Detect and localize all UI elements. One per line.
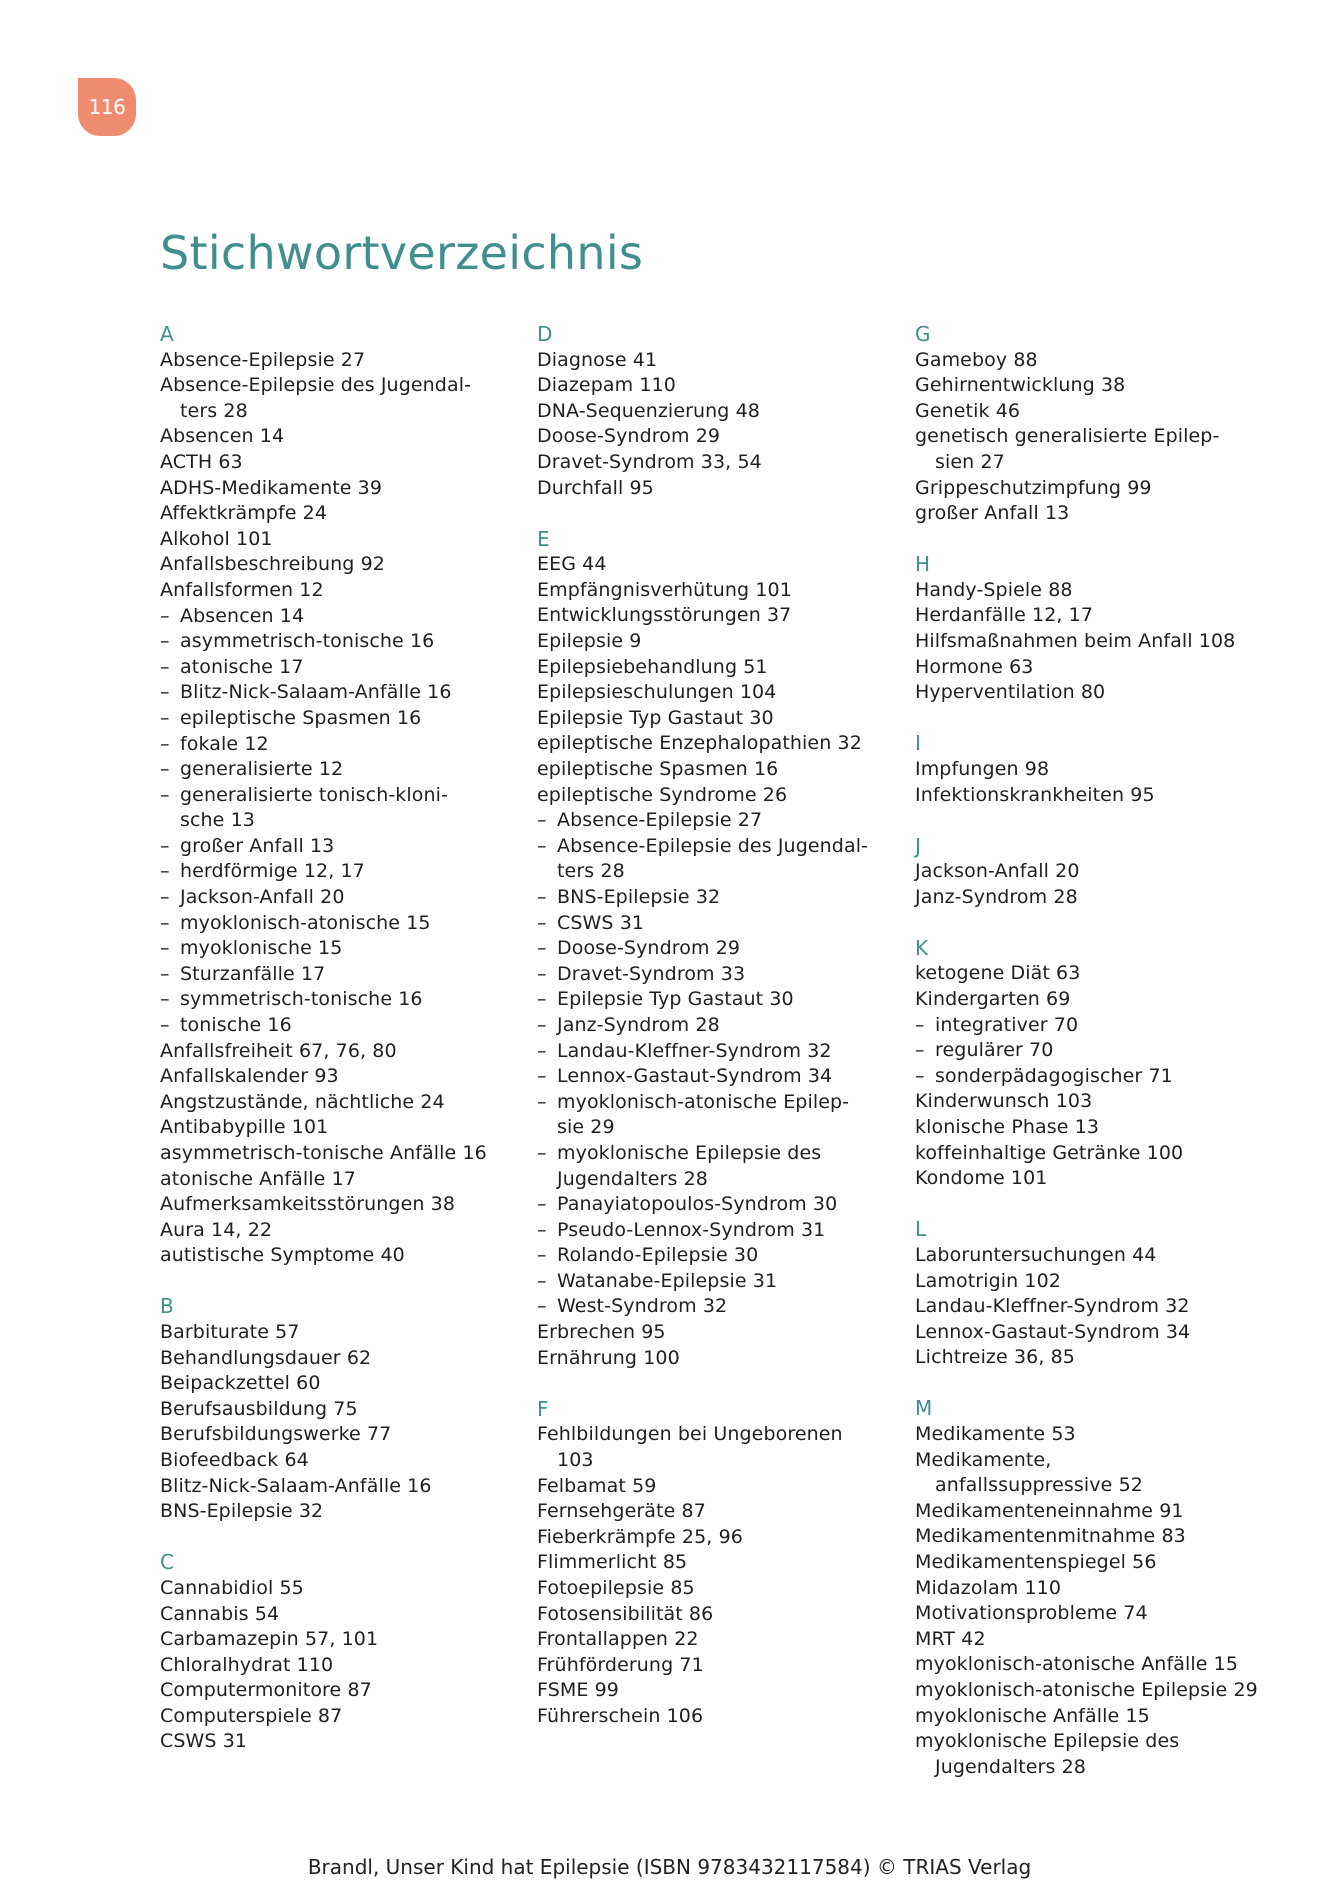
index-entry: Infektionskrankheiten 95 — [915, 783, 1155, 806]
index-entry: Lichtreize 36, 85 — [915, 1346, 1075, 1369]
index-subentry: – herdförmige 12, 17 — [160, 859, 510, 885]
index-entry: Aufmerksamkeitsstörungen 38 — [160, 1193, 456, 1216]
index-entry: myoklonisch-atonische Epilepsie 29 — [915, 1678, 1258, 1701]
index-subentry: – Epilepsie Typ Gastaut 30 — [537, 987, 887, 1013]
index-subentry: – Jackson-Anfall 20 — [160, 885, 510, 911]
index-subentry: – Blitz-Nick-Salaam-Anfälle 16 — [160, 680, 510, 706]
index-entry: EEG 44 — [537, 553, 607, 576]
index-section-f — [537, 1397, 887, 1730]
index-subentry: – Doose-Syndrom 29 — [537, 936, 887, 962]
page-title: Stichwortverzeichnis — [160, 226, 644, 280]
index-entry: Doose-Syndrom 29 — [537, 425, 721, 448]
index-entry: Hyperventilation 80 — [915, 681, 1106, 704]
section-letter: G — [915, 322, 931, 346]
index-entry: epileptische Spasmen 16 — [537, 758, 779, 780]
index-entry: Entwicklungsstörungen 37 — [537, 604, 792, 627]
index-entry: myoklonische Epilepsie des — [915, 1730, 1180, 1753]
index-entry: ketogene Diät 63 — [915, 962, 1081, 985]
index-entry: atonische Anfälle 17 — [160, 1167, 356, 1190]
index-entry: Cannabis 54 — [160, 1602, 280, 1625]
index-subentry: – Rolando-Epilepsie 30 — [537, 1243, 887, 1269]
index-section-d — [537, 322, 887, 501]
index-entry: Kindergarten 69 — [915, 988, 1071, 1011]
section-letter: J — [915, 833, 921, 858]
index-entry: Anfallskalender 93 — [160, 1065, 339, 1088]
index-entry-continuation: ters 28 — [180, 399, 248, 422]
index-entry: Carbamazepin 57, 101 — [160, 1628, 379, 1651]
index-entry: Alkohol 101 — [160, 527, 273, 550]
index-entry: Motivationsprobleme 74 — [915, 1602, 1148, 1625]
index-entry: MRT 42 — [915, 1627, 986, 1650]
index-entry: Fotosensibilität 86 — [537, 1602, 714, 1625]
index-entry: Gehirnentwicklung 38 — [915, 374, 1126, 397]
index-subentry: – Watanabe-Epilepsie 31 — [537, 1269, 887, 1295]
index-entry: Herdanfälle 12, 17 — [915, 604, 1094, 627]
index-subentry: – myoklonische Epilepsie des — [537, 1141, 887, 1167]
index-entry: Genetik 46 — [915, 399, 1021, 422]
index-entry: Anfallsbeschreibung 92 — [160, 553, 385, 576]
index-entry: Medikamentenmitnahme 83 — [915, 1525, 1186, 1548]
index-entry: ADHS-Medikamente 39 — [160, 476, 383, 499]
index-entry: CSWS 31 — [160, 1730, 248, 1753]
index-section-m — [915, 1396, 1265, 1780]
index-entry-continuation: sche 13 — [180, 809, 255, 832]
index-entry: Flimmerlicht 85 — [537, 1551, 688, 1574]
section-letter: H — [915, 552, 931, 577]
section-letter: A — [160, 322, 174, 346]
index-entry: Medikamente 53 — [915, 1422, 1076, 1445]
index-entry: Berufsbildungswerke 77 — [160, 1423, 392, 1446]
index-subentry: – integrativer 70 — [915, 1013, 1265, 1039]
index-entry: Hilfsmaßnahmen beim Anfall 108 — [915, 630, 1236, 653]
index-section-i — [915, 731, 1265, 808]
index-entry: Beipackzettel 60 — [160, 1372, 321, 1395]
index-entry: ACTH 63 — [160, 450, 243, 473]
index-entry-continuation: sien 27 — [935, 450, 1005, 473]
index-subentry: – fokale 12 — [160, 732, 510, 758]
index-subentry: – Absence-Epilepsie 27 — [537, 808, 887, 834]
index-entry: Fieberkrämpfe 25, 96 — [537, 1525, 743, 1548]
index-section-k — [915, 936, 1265, 1192]
index-entry: Chloralhydrat 110 — [160, 1653, 334, 1676]
section-letter: F — [537, 1396, 549, 1421]
index-entry: FSME 99 — [537, 1679, 619, 1702]
index-entry: epileptische Enzephalopathien 32 — [537, 732, 862, 755]
index-entry: Angstzustände, nächtliche 24 — [160, 1090, 445, 1113]
section-letter: I — [915, 731, 921, 756]
index-entry: koffeinhaltige Getränke 100 — [915, 1141, 1184, 1164]
index-entry: klonische Phase 13 — [915, 1116, 1100, 1139]
index-entry: epileptische Syndrome 26 — [537, 783, 788, 806]
index-entry: Durchfall 95 — [537, 476, 654, 499]
index-entry: Epilepsie Typ Gastaut 30 — [537, 706, 774, 729]
index-subentry: – regulärer 70 — [915, 1038, 1265, 1064]
section-letter: M — [915, 1396, 933, 1421]
index-entry: Dravet-Syndrom 33, 54 — [537, 450, 762, 473]
page-number-badge: 116 — [78, 78, 136, 136]
index-entry: Antibabypille 101 — [160, 1116, 329, 1139]
index-subentry: – Absencen 14 — [160, 604, 510, 630]
index-entry: Midazolam 110 — [915, 1576, 1062, 1599]
section-letter: E — [537, 526, 550, 551]
index-entry: Frühförderung 71 — [537, 1653, 704, 1676]
index-entry: großer Anfall 13 — [915, 502, 1070, 525]
index-subentry: – myoklonische 15 — [160, 936, 510, 962]
index-entry: Epilepsieschulungen 104 — [537, 681, 777, 704]
index-entry-continuation: ters 28 — [557, 860, 625, 883]
index-column-1 — [160, 322, 510, 1781]
index-section-g — [915, 322, 1265, 527]
section-letter: D — [537, 322, 553, 346]
index-entry: Absencen 14 — [160, 425, 285, 448]
index-entry: Erbrechen 95 — [537, 1321, 666, 1344]
index-entry: Fehlbildungen bei Ungeborenen — [537, 1423, 843, 1446]
index-subentry: – großer Anfall 13 — [160, 834, 510, 860]
index-subentry: – Lennox-Gastaut-Syndrom 34 — [537, 1064, 887, 1090]
index-entry-continuation: Jugendalters 28 — [557, 1167, 708, 1190]
index-subentry: – myoklonisch-atonische 15 — [160, 911, 510, 937]
index-entry: Lamotrigin 102 — [915, 1269, 1061, 1292]
index-entry: Berufsausbildung 75 — [160, 1397, 358, 1420]
index-section-a — [160, 322, 510, 1269]
index-subentry: – atonische 17 — [160, 655, 510, 681]
index-section-l — [915, 1217, 1265, 1371]
index-entry: Fotoepilepsie 85 — [537, 1576, 695, 1599]
index-entry: Felbamat 59 — [537, 1474, 657, 1497]
index-entry: Impfungen 98 — [915, 757, 1050, 780]
index-entry: Computerspiele 87 — [160, 1704, 343, 1727]
index-entry: Medikamenteneinnahme 91 — [915, 1499, 1184, 1522]
index-section-h — [915, 552, 1265, 706]
index-entry: Lennox-Gastaut-Syndrom 34 — [915, 1320, 1191, 1343]
index-section-c — [160, 1550, 510, 1755]
index-entry: Epilepsie 9 — [537, 630, 642, 653]
index-entry: Janz-Syndrom 28 — [915, 885, 1078, 908]
index-subentry: – Sturzanfälle 17 — [160, 962, 510, 988]
index-entry: myoklonische Anfälle 15 — [915, 1704, 1150, 1727]
index-entry: Blitz-Nick-Salaam-Anfälle 16 — [160, 1474, 432, 1497]
index-entry-continuation: sie 29 — [557, 1116, 615, 1139]
index-entry: Medikamentenspiegel 56 — [915, 1550, 1157, 1573]
section-letter: L — [915, 1217, 927, 1242]
index-entry: Aura 14, 22 — [160, 1218, 273, 1241]
index-subentry: – Dravet-Syndrom 33 — [537, 962, 887, 988]
index-entry: Gameboy 88 — [915, 348, 1038, 371]
index-entry-continuation: 103 — [557, 1448, 594, 1471]
index-entry: Barbiturate 57 — [160, 1321, 300, 1344]
index-entry: Behandlungsdauer 62 — [160, 1346, 372, 1369]
index-entry: Laboruntersuchungen 44 — [915, 1243, 1157, 1266]
index-entry: autistische Symptome 40 — [160, 1244, 405, 1267]
index-entry: BNS-Epilepsie 32 — [160, 1500, 324, 1523]
index-entry: Führerschein 106 — [537, 1704, 704, 1727]
index-subentry: – myoklonisch-atonische Epilep- — [537, 1090, 887, 1116]
index-entry: Absence-Epilepsie 27 — [160, 348, 366, 371]
index-subentry: – tonische 16 — [160, 1013, 510, 1039]
section-letter: B — [160, 1294, 174, 1319]
index-entry: Anfallsformen 12 — [160, 578, 324, 601]
index-subentry: – asymmetrisch-tonische 16 — [160, 629, 510, 655]
index-entry: Diazepam 110 — [537, 374, 676, 397]
index-subentry: – sonderpädagogischer 71 — [915, 1064, 1265, 1090]
index-section-e — [537, 527, 887, 1372]
index-entry: Frontallappen 22 — [537, 1628, 699, 1651]
index-entry: Handy-Spiele 88 — [915, 578, 1073, 601]
index-subentry: – Absence-Epilepsie des Jugendal- — [537, 834, 887, 860]
index-entry: Jackson-Anfall 20 — [915, 860, 1080, 883]
index-entry: Anfallsfreiheit 67, 76, 80 — [160, 1039, 397, 1062]
index-column-2 — [537, 322, 887, 1755]
index-entry: Kinderwunsch 103 — [915, 1090, 1093, 1113]
footer-citation: Brandl, Unser Kind hat Epilepsie (ISBN 9783432117584) © TRIAS Verlag — [307, 1855, 1032, 1879]
index-subentry: – symmetrisch-tonische 16 — [160, 987, 510, 1013]
index-entry: Kondome 101 — [915, 1167, 1048, 1190]
section-letter: K — [915, 935, 929, 960]
section-letter: C — [160, 1550, 174, 1575]
index-entry: Affektkrämpfe 24 — [160, 502, 328, 525]
index-entry: Landau-Kleffner-Syndrom 32 — [915, 1295, 1190, 1318]
index-entry: Diagnose 41 — [537, 348, 658, 371]
index-entry: asymmetrisch-tonische Anfälle 16 — [160, 1142, 487, 1164]
index-entry: Fernsehgeräte 87 — [537, 1500, 706, 1523]
index-entry-continuation: Jugendalters 28 — [935, 1755, 1086, 1778]
index-section-j — [915, 834, 1265, 911]
index-entry: Epilepsiebehandlung 51 — [537, 655, 768, 678]
index-entry: Cannabidiol 55 — [160, 1576, 304, 1599]
index-entry: Grippeschutzimpfung 99 — [915, 476, 1152, 499]
index-subentry: – West-Syndrom 32 — [537, 1294, 887, 1320]
index-entry: Empfängnisverhütung 101 — [537, 578, 792, 601]
index-entry: myoklonisch-atonische Anfälle 15 — [915, 1653, 1239, 1676]
index-section-b — [160, 1294, 510, 1524]
index-entry: Computermonitore 87 — [160, 1679, 372, 1702]
index-subentry: – generalisierte 12 — [160, 757, 510, 783]
index-entry: Absence-Epilepsie des Jugendal- — [160, 374, 472, 397]
index-subentry: – Landau-Kleffner-Syndrom 32 — [537, 1039, 887, 1065]
index-entry: Hormone 63 — [915, 655, 1034, 678]
index-subentry: – CSWS 31 — [537, 911, 887, 937]
index-entry: Biofeedback 64 — [160, 1449, 309, 1472]
index-entry: genetisch generalisierte Epilep- — [915, 425, 1220, 448]
index-subentry: – Panayiatopoulos-Syndrom 30 — [537, 1192, 887, 1218]
index-subentry: – generalisierte tonisch-kloni- — [160, 783, 510, 809]
index-entry-continuation: anfallssuppressive 52 — [935, 1474, 1143, 1497]
index-entry: DNA-Sequenzierung 48 — [537, 399, 760, 422]
index-subentry: – epileptische Spasmen 16 — [160, 706, 510, 732]
index-subentry: – BNS-Epilepsie 32 — [537, 885, 887, 911]
index-column-3 — [915, 322, 1265, 1806]
index-subentry: – Janz-Syndrom 28 — [537, 1013, 887, 1039]
index-entry: Ernährung 100 — [537, 1346, 680, 1369]
index-entry: Medikamente, — [915, 1448, 1052, 1471]
index-subentry: – Pseudo-Lennox-Syndrom 31 — [537, 1218, 887, 1244]
